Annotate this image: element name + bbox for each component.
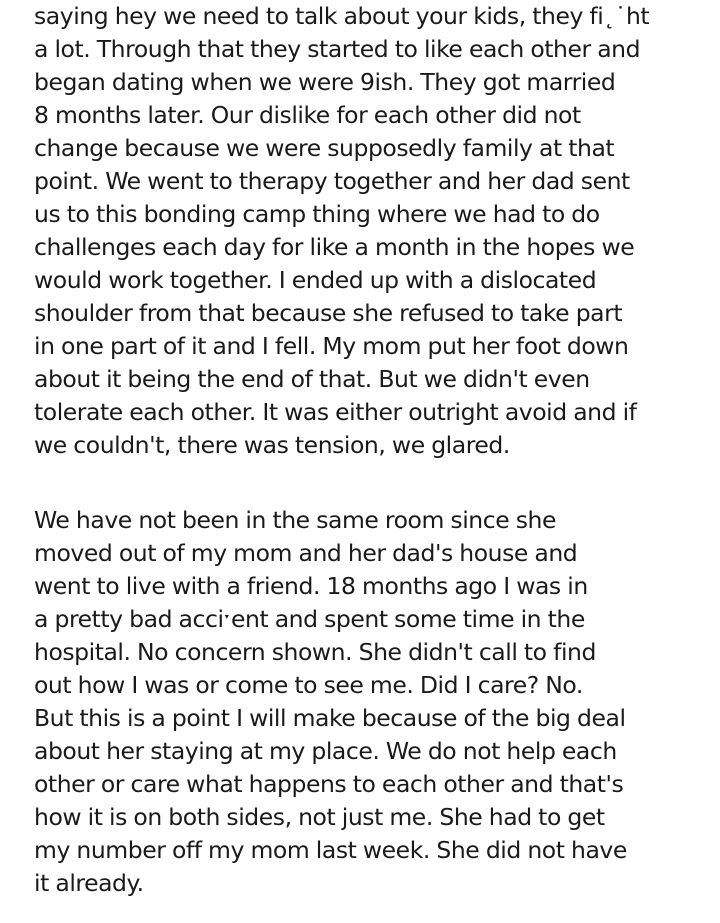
text-line: about it being the end of that. But we didn't even	[34, 365, 590, 393]
text-line: point. We went to therapy together and her dad sent	[34, 167, 630, 195]
text-line: other or care what happens to each other and that's	[34, 770, 624, 798]
text-line: tolerate each other. It was either outright avoid and if	[34, 398, 637, 426]
text-line: my number off my mom last week. She did not have	[34, 836, 627, 864]
text-line: how it is on both sides, not just me. She had to get	[34, 803, 605, 831]
text-line: We have not been in the same room since she	[34, 506, 556, 534]
text-line: challenges each day for like a month in the hopes we	[34, 233, 635, 261]
text-line: us to this bonding camp thing where we had to do	[34, 200, 600, 228]
text-line: a pretty bad acciˑent and spent some time in the	[34, 605, 585, 633]
text-line: about her staying at my place. We do not help each	[34, 737, 617, 765]
text-line: hospital. No concern shown. She didn't call to find	[34, 638, 596, 666]
text-line: out how I was or come to see me. Did I care? No.	[34, 671, 583, 699]
paragraph-2	[34, 504, 627, 900]
text-line: shoulder from that because she refused to take part	[34, 299, 623, 327]
text-line: moved out of my mom and her dad's house and	[34, 539, 578, 567]
text-line: went to live with a friend. 18 months ago I was in	[34, 572, 588, 600]
text-line: change because we were supposedly family at that	[34, 134, 615, 162]
text-line: would work together. I ended up with a dislocated	[34, 266, 597, 294]
text-line: 8 months later. Our dislike for each other did not	[34, 101, 581, 129]
text-line: in one part of it and I fell. My mom put her foot down	[34, 332, 629, 360]
text-line: But this is a point I will make because of the big deal	[34, 704, 626, 732]
text-line: a lot. Through that they started to like each other and	[34, 35, 641, 63]
text-line: began dating when we were 9ish. They got married	[34, 68, 616, 96]
paragraph-1	[34, 0, 649, 462]
text-line: we couldn't, there was tension, we glared.	[34, 431, 510, 459]
text-line: saying hey we need to talk about your kids, they fi˛˙ht	[34, 2, 650, 30]
text-line: it already.	[34, 869, 144, 897]
